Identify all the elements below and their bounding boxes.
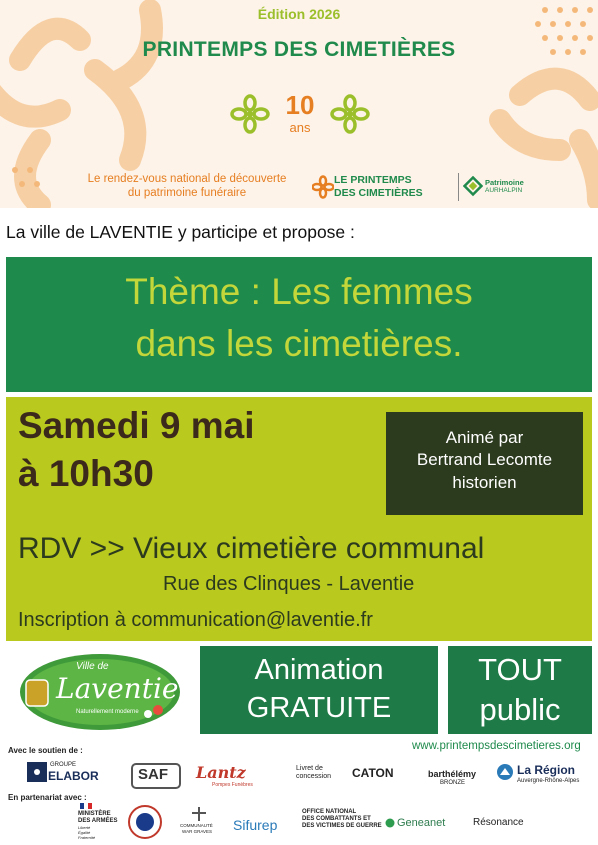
tagline-line2: du patrimoine funéraire — [127, 187, 247, 199]
patrimoine-logo-line1: Patrimoine — [485, 178, 524, 187]
event-date: Samedi 9 mai — [18, 405, 255, 446]
sponsor-livret-line1: Livret de — [296, 765, 323, 772]
registration-email[interactable]: Inscription à communication@laventie.fr — [18, 609, 373, 631]
theme-box — [6, 257, 592, 392]
sponsor-region: La Région — [517, 763, 576, 777]
sponsor-lantz: Lantz — [196, 763, 246, 782]
partner-onac-3: DES VICTIMES DE GUERRE — [302, 823, 382, 829]
theme-line1: Thème : Les femmes — [125, 271, 473, 312]
sponsor-elabor: ELABOR — [48, 769, 99, 783]
event-title: PRINTEMPS DES CIMETIÈRES — [142, 38, 456, 61]
sponsor-caton: CATON — [352, 766, 394, 780]
edition-label: Édition 2026 — [257, 6, 341, 22]
partner-resonance: Résonance — [473, 817, 524, 828]
animator-box — [386, 412, 583, 515]
partners-row — [0, 803, 598, 845]
partner-geneanet: Geneanet — [397, 817, 446, 829]
sponsor-barthelemy: barthélémy — [428, 769, 477, 779]
meeting-address: Rue des Clinques - Laventie — [163, 573, 415, 595]
flower-icon — [312, 175, 334, 199]
audience-line2: public — [479, 692, 561, 727]
event-details-box — [6, 397, 592, 641]
sponsors-label: Avec le soutien de : — [8, 746, 83, 755]
audience-box — [448, 646, 592, 734]
region-logo-icon — [496, 763, 514, 781]
logo-town-name: Laventie — [56, 672, 179, 705]
partner-sifurep: Sifurep — [233, 817, 278, 833]
free-animation-box — [200, 646, 438, 734]
audience-line1: TOUT — [478, 652, 562, 687]
partner-onac-1: OFFICE NATIONAL — [302, 809, 357, 815]
sponsor-region-sub: Auvergne-Rhône-Alpes — [517, 778, 580, 784]
patrimoine-logo-line2: AURHALPIN — [485, 187, 523, 194]
logo-prefix: Ville de — [76, 661, 109, 672]
animator-line1: Animé par — [445, 428, 524, 447]
war-graves-icon — [184, 805, 214, 823]
sponsor-elabor-group: GROUPE — [50, 762, 77, 768]
elabor-logo-icon — [27, 762, 47, 782]
printemps-logo — [312, 172, 452, 202]
partner-motto-2: Égalité — [78, 830, 91, 835]
partner-ministere-2: DES ARMÉES — [78, 818, 118, 824]
flower-icon — [330, 94, 370, 134]
laventie-logo — [18, 652, 183, 732]
partner-cwgc-1: COMMUNAUTÉ — [180, 823, 213, 828]
partners-label: En partenariat avec : — [8, 793, 87, 802]
website-link[interactable]: www.printempsdescimetieres.org — [412, 740, 581, 752]
souvenir-francais-logo — [128, 805, 162, 839]
partner-motto-3: Fraternité — [78, 835, 96, 840]
partner-cwgc-2: WAR GRAVES — [182, 829, 213, 834]
partner-onac-2: DES COMBATTANTS ET — [302, 816, 371, 822]
partner-ministere-1: MINISTÈRE — [78, 811, 111, 817]
theme-line2: dans les cimetières. — [135, 323, 463, 364]
sponsor-lantz-sub: Pompes Funèbres — [212, 782, 253, 788]
header-banner — [0, 0, 598, 208]
sponsors-row — [0, 756, 598, 792]
anniversary-unit: ans — [289, 120, 311, 135]
geneanet-icon — [385, 818, 395, 828]
sponsor-saf: SAF — [138, 766, 168, 783]
meeting-point: RDV >> Vieux cimetière communal — [18, 532, 485, 565]
event-time: à 10h30 — [18, 453, 154, 494]
patrimoine-logo — [458, 173, 524, 201]
diamond-icon — [463, 176, 483, 198]
printemps-logo-line1: LE PRINTEMPS — [334, 174, 412, 186]
animation-label: Animation — [254, 654, 384, 686]
partner-motto-1: Liberté — [78, 825, 91, 830]
tagline-line1: Le rendez-vous national de découverte — [87, 173, 287, 185]
anniversary-number: 10 — [285, 90, 315, 120]
free-label: GRATUITE — [246, 692, 392, 724]
sponsor-livret-line2: concession — [296, 773, 332, 780]
anniversary-badge — [230, 90, 370, 138]
logo-subtitle: Naturellement moderne — [76, 709, 139, 715]
flower-icon — [230, 94, 270, 134]
sponsor-barthelemy-sub: BRONZE — [440, 780, 466, 786]
intro-text: La ville de LAVENTIE y participe et propose : — [6, 222, 355, 242]
animator-name: Bertrand Lecomte — [416, 450, 553, 469]
animator-role: historien — [452, 473, 517, 492]
printemps-logo-line2: DES CIMETIÈRES — [334, 187, 423, 199]
